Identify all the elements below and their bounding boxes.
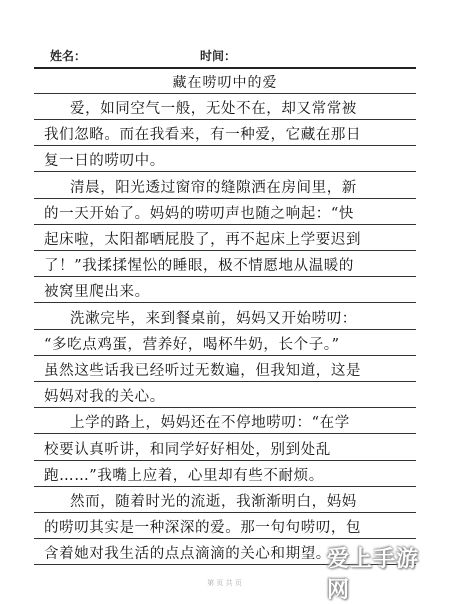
essay-line: 上学的路上，妈妈还在不停地唠叨：“在学 <box>70 415 350 432</box>
essay-line: 清晨，阳光透过窗帘的缝隙洒在房间里，新 <box>70 179 357 196</box>
worksheet-header <box>34 44 414 66</box>
essay-line: 虽然这些话我已经听过无数遍，但我知道，这是 <box>44 363 362 379</box>
essay-line: 我们忽略。而在我看来，有一种爱，它藏在那日 <box>44 127 362 144</box>
essay-line: 爱，如同空气一般，无处不在，却又常常被 <box>70 101 357 117</box>
ruled-line <box>34 302 416 303</box>
essay-line: “多吃点鸡蛋，营养好，喝杯牛奶，长个子。” <box>44 336 340 353</box>
ruled-line <box>34 538 416 539</box>
essay-line: 含着她对我生活的点点滴滴的关心和期望。 <box>44 546 331 563</box>
page-footer: 第 页 共 页 <box>207 579 242 587</box>
watermark-text: 爱上手游网 <box>327 547 420 603</box>
essay-line: 跑……”我嘴上应着，心里却有些不耐烦。 <box>44 467 324 484</box>
essay-line: 的一天开始了。妈妈的唠叨声也随之响起：“快 <box>44 205 355 222</box>
ruled-line <box>34 460 416 461</box>
ruled-line <box>34 276 416 277</box>
title-rule <box>34 93 416 94</box>
essay-line: 复一日的唠叨中。 <box>44 153 165 170</box>
name-label: 姓名： <box>50 49 87 63</box>
ruled-line <box>34 355 416 356</box>
essay-title: 藏在唠叨中的爱 <box>172 75 278 91</box>
ruled-line <box>34 250 416 251</box>
ruled-line <box>34 381 416 382</box>
ruled-line <box>34 486 416 487</box>
site-watermark <box>327 547 439 603</box>
essay-line: 校要认真听讲，和同学好好相处，别到处乱 <box>44 441 331 458</box>
essay-line: 被窝里爬出来。 <box>44 284 150 301</box>
essay-line: 然而，随着时光的流逝，我渐渐明白，妈妈 <box>70 494 357 510</box>
ruled-line <box>34 407 416 408</box>
essay-line: 洗漱完毕，来到餐桌前，妈妈又开始唠叨： <box>70 310 357 327</box>
header-rule <box>34 67 416 69</box>
ruled-line <box>34 224 416 225</box>
essay-line: 起床啦，太阳都晒屁股了，再不起床上学要迟到 <box>44 232 362 248</box>
essay-line: 的唠叨其实是一种深深的爱。那一句句唠叨，包 <box>44 520 362 537</box>
ruled-line <box>34 512 416 513</box>
ruled-line <box>34 198 416 199</box>
essay-line: 妈妈对我的关心。 <box>44 389 165 406</box>
ruled-line <box>34 329 416 330</box>
essay-line: 了！”我揉揉惺忪的睡眼，极不情愿地从温暖的 <box>44 258 355 275</box>
ruled-line <box>34 171 416 172</box>
time-label: 时间： <box>200 49 237 63</box>
ruled-line <box>34 145 416 146</box>
ruled-line <box>34 119 416 120</box>
ruled-line <box>34 433 416 434</box>
